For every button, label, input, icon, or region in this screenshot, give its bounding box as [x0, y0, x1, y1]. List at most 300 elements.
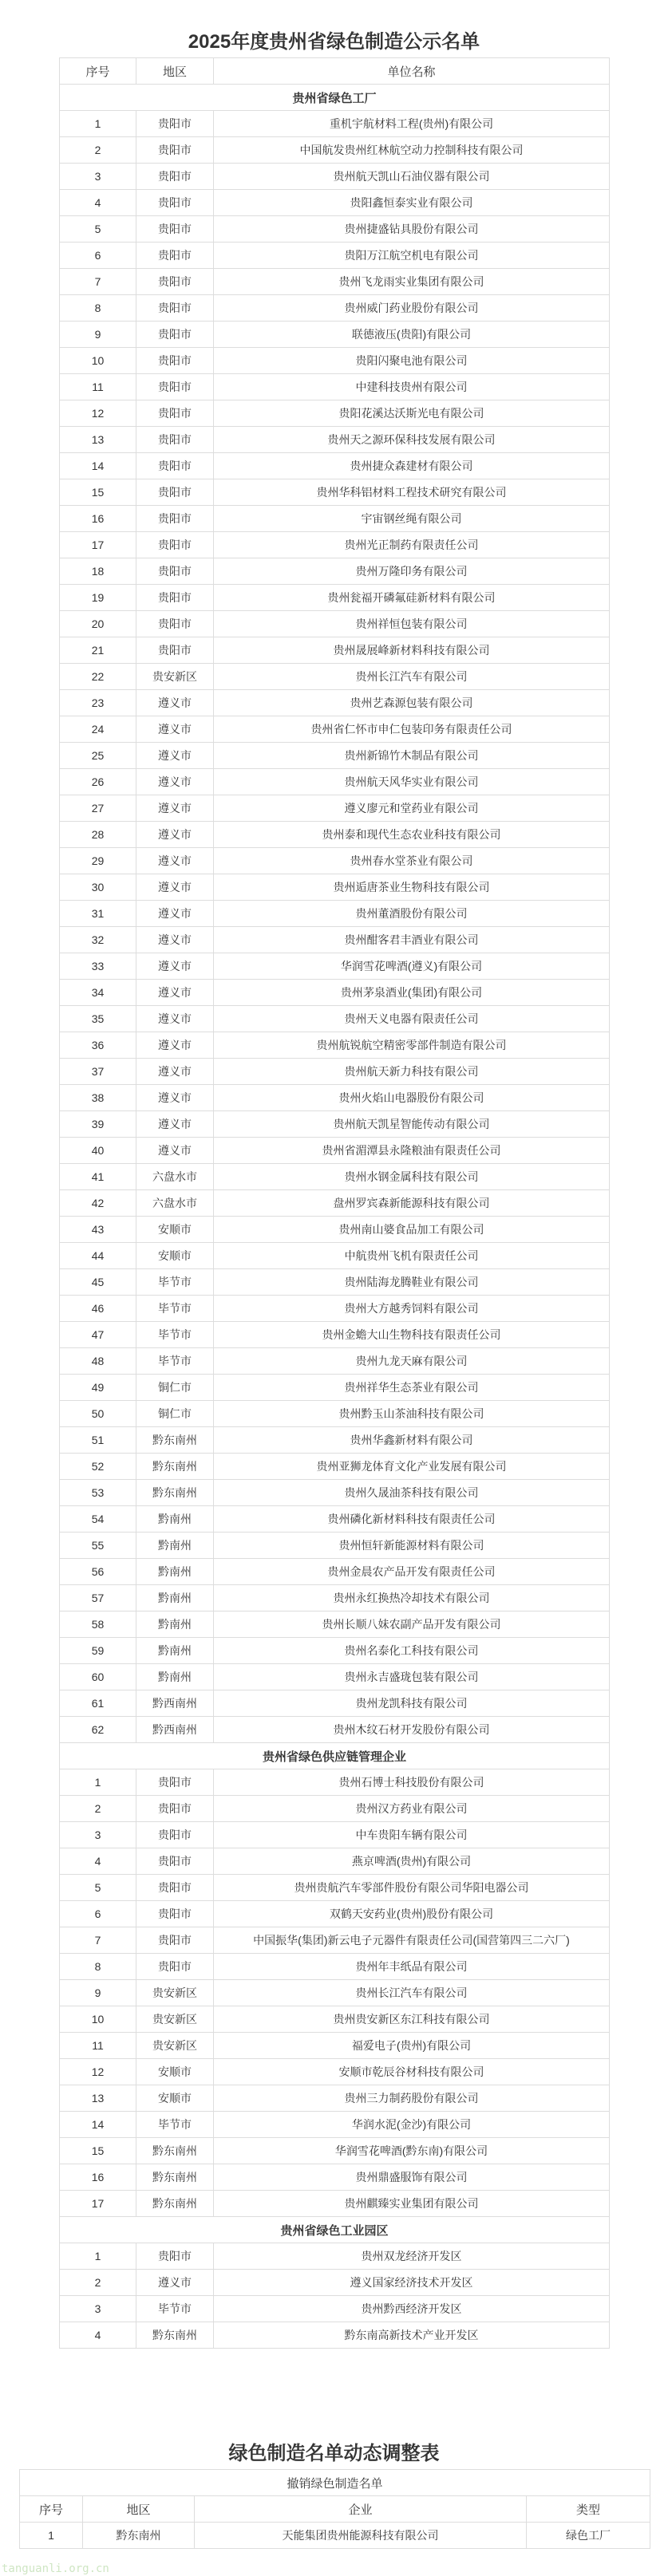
cell-region: 遵义市: [136, 743, 214, 769]
cell-seq: 16: [60, 506, 136, 532]
cell-name: 贵州金晨农产品开发有限责任公司: [214, 1559, 610, 1585]
cell-region: 黔南州: [136, 1638, 214, 1664]
table-row: [60, 822, 610, 848]
cell-region: 贵阳市: [136, 295, 214, 322]
cell-region: 贵阳市: [136, 1875, 214, 1901]
table-row: [60, 190, 610, 216]
table-row: [60, 1427, 610, 1454]
table-row: [60, 1217, 610, 1243]
cell-seq: 59: [60, 1638, 136, 1664]
cell-region: 安顺市: [136, 1243, 214, 1269]
table-row: [20, 2523, 650, 2549]
cell-seq: 7: [60, 269, 136, 295]
cell-name: 贵州晟展峰新材料科技有限公司: [214, 637, 610, 664]
cell-seq: 9: [60, 1980, 136, 2006]
table-row: [60, 1506, 610, 1533]
cell-region: 黔东南州: [136, 2191, 214, 2217]
cell-region: 黔东南州: [136, 2164, 214, 2191]
table-row: [60, 2059, 610, 2085]
cell-region: 遵义市: [136, 1138, 214, 1164]
cell-seq: 13: [60, 427, 136, 453]
cell-name: 贵州逅唐茶业生物科技有限公司: [214, 874, 610, 901]
cell-name: 贵州长顺八妹农副产品开发有限公司: [214, 1611, 610, 1638]
cell-name: 贵州龙凯科技有限公司: [214, 1690, 610, 1717]
cell-seq: 56: [60, 1559, 136, 1585]
cell-name: 安顺市乾辰谷材科技有限公司: [214, 2059, 610, 2085]
table-row: [60, 1927, 610, 1954]
table-row: [60, 2243, 610, 2270]
cell-seq: 9: [60, 322, 136, 348]
table-row: [60, 1980, 610, 2006]
cell-name: 华润雪花啤酒(黔东南)有限公司: [214, 2138, 610, 2164]
cell-region: 贵阳市: [136, 427, 214, 453]
table-row: [60, 980, 610, 1006]
cell-name: 福爱电子(贵州)有限公司: [214, 2033, 610, 2059]
table-row: [60, 1401, 610, 1427]
cell-region: 黔东南州: [136, 1454, 214, 1480]
cell-seq: 49: [60, 1375, 136, 1401]
cell-region: 黔南州: [136, 1559, 214, 1585]
cell-name: 贵州航天风华实业有限公司: [214, 769, 610, 795]
cell-name: 贵州天义电器有限责任公司: [214, 1006, 610, 1032]
cell-name: 贵阳花溪达沃斯光电有限公司: [214, 400, 610, 427]
cell-seq: 12: [60, 2059, 136, 2085]
cell-seq: 11: [60, 2033, 136, 2059]
table-row: [60, 874, 610, 901]
table-row: [60, 1059, 610, 1085]
table-row: [60, 1348, 610, 1375]
cell-name: 贵州长江汽车有限公司: [214, 1980, 610, 2006]
table-row: [60, 848, 610, 874]
cell-seq: 11: [60, 374, 136, 400]
cell-region: 贵阳市: [136, 1848, 214, 1875]
cell-seq: 10: [60, 2006, 136, 2033]
table-row: [60, 427, 610, 453]
cell-region: 黔东南州: [83, 2523, 195, 2549]
cell-region: 遵义市: [136, 848, 214, 874]
table-row: [60, 1296, 610, 1322]
cell-region: 遵义市: [136, 980, 214, 1006]
header-name: 单位名称: [214, 58, 610, 85]
cell-seq: 27: [60, 795, 136, 822]
cell-seq: 61: [60, 1690, 136, 1717]
cell-name: 联德液压(贵阳)有限公司: [214, 322, 610, 348]
cell-name: 贵州亚狮龙体育文化产业发展有限公司: [214, 1454, 610, 1480]
cell-seq: 5: [60, 216, 136, 243]
cell-seq: 17: [60, 2191, 136, 2217]
table-row: [60, 453, 610, 479]
table-row: [60, 1454, 610, 1480]
cell-region: 贵阳市: [136, 190, 214, 216]
cell-seq: 31: [60, 901, 136, 927]
table-row: [60, 2296, 610, 2322]
cell-region: 毕节市: [136, 1269, 214, 1296]
table-row: [60, 795, 610, 822]
cell-seq: 6: [60, 1901, 136, 1927]
cell-region: 黔南州: [136, 1585, 214, 1611]
cell-name: 贵州黔西经济开发区: [214, 2296, 610, 2322]
table-row: [60, 164, 610, 190]
cell-name: 贵州年丰纸品有限公司: [214, 1954, 610, 1980]
table-row: [60, 111, 610, 137]
cell-region: 贵阳市: [136, 453, 214, 479]
cell-region: 黔南州: [136, 1664, 214, 1690]
table-row: [60, 611, 610, 637]
table-row: [60, 1533, 610, 1559]
cell-region: 贵阳市: [136, 637, 214, 664]
cell-region: 遵义市: [136, 1085, 214, 1111]
cell-region: 毕节市: [136, 1348, 214, 1375]
cell-name: 重机宇航材料工程(贵州)有限公司: [214, 111, 610, 137]
cell-region: 遵义市: [136, 690, 214, 716]
cell-name: 贵州祥恒包装有限公司: [214, 611, 610, 637]
cell-region: 贵阳市: [136, 506, 214, 532]
cell-region: 贵阳市: [136, 164, 214, 190]
cell-name: 贵阳闪聚电池有限公司: [214, 348, 610, 374]
cell-seq: 62: [60, 1717, 136, 1743]
cell-region: 毕节市: [136, 1322, 214, 1348]
cell-name: 贵州贵航汽车零部件股份有限公司华阳电器公司: [214, 1875, 610, 1901]
cell-seq: 5: [60, 1875, 136, 1901]
cell-region: 贵安新区: [136, 2033, 214, 2059]
cell-name: 贵州新锦竹木制品有限公司: [214, 743, 610, 769]
cell-seq: 26: [60, 769, 136, 795]
table-row: [60, 2322, 610, 2349]
cell-region: 贵阳市: [136, 558, 214, 585]
section-title: 贵州省绿色供应链管理企业: [60, 1743, 610, 1769]
cell-name: 贵州航锐航空精密零部件制造有限公司: [214, 1032, 610, 1059]
table-row: [60, 637, 610, 664]
cell-name: 贵州木纹石材开发股份有限公司: [214, 1717, 610, 1743]
table-row: [60, 2191, 610, 2217]
page-title: 2025年度贵州省绿色制造公示名单: [188, 31, 480, 53]
cell-seq: 38: [60, 1085, 136, 1111]
cell-region: 毕节市: [136, 2296, 214, 2322]
cell-region: 贵阳市: [136, 1901, 214, 1927]
table-row: [60, 1848, 610, 1875]
cell-type: 绿色工厂: [527, 2523, 650, 2549]
table-row: [60, 1611, 610, 1638]
table-row: [60, 1006, 610, 1032]
table-row: [60, 1243, 610, 1269]
cell-region: 贵阳市: [136, 269, 214, 295]
cell-name: 贵州贵安新区东江科技有限公司: [214, 2006, 610, 2033]
cell-name: 贵州省仁怀市申仁包装印务有限责任公司: [214, 716, 610, 743]
cell-name: 遵义廖元和堂药业有限公司: [214, 795, 610, 822]
cell-seq: 50: [60, 1401, 136, 1427]
table-row: [60, 1769, 610, 1796]
header-type: 类型: [527, 2496, 650, 2523]
cell-seq: 46: [60, 1296, 136, 1322]
cell-seq: 3: [60, 2296, 136, 2322]
table-row: [60, 1690, 610, 1717]
cell-name: 贵州捷盛钻具股份有限公司: [214, 216, 610, 243]
table-row: [60, 2164, 610, 2191]
cell-region: 铜仁市: [136, 1401, 214, 1427]
table-row: [60, 374, 610, 400]
cell-region: 贵阳市: [136, 243, 214, 269]
table-row: [60, 1032, 610, 1059]
cell-seq: 29: [60, 848, 136, 874]
cell-seq: 4: [60, 190, 136, 216]
cell-region: 贵阳市: [136, 1822, 214, 1848]
cell-region: 遵义市: [136, 901, 214, 927]
cell-name: 贵州瓮福开磷氟硅新材料有限公司: [214, 585, 610, 611]
cell-seq: 4: [60, 2322, 136, 2349]
cell-name: 贵州双龙经济开发区: [214, 2243, 610, 2270]
table-row: [60, 2138, 610, 2164]
table-row: [60, 1901, 610, 1927]
cell-region: 贵安新区: [136, 1980, 214, 2006]
cell-seq: 8: [60, 295, 136, 322]
cell-name: 贵州鼎盛服饰有限公司: [214, 2164, 610, 2191]
table-row: [60, 2270, 610, 2296]
header-region: 地区: [136, 58, 214, 85]
cell-name: 贵州磷化新材料科技有限责任公司: [214, 1506, 610, 1533]
cell-seq: 42: [60, 1190, 136, 1217]
cell-seq: 30: [60, 874, 136, 901]
header-region: 地区: [83, 2496, 195, 2523]
cell-name: 贵州陆海龙腾鞋业有限公司: [214, 1269, 610, 1296]
table-row: [60, 1822, 610, 1848]
table-row: [60, 137, 610, 164]
cell-seq: 1: [60, 1769, 136, 1796]
cell-seq: 60: [60, 1664, 136, 1690]
cell-seq: 55: [60, 1533, 136, 1559]
table-row: [60, 2006, 610, 2033]
table-row: [60, 743, 610, 769]
cell-region: 贵阳市: [136, 348, 214, 374]
cell-name: 贵州董酒股份有限公司: [214, 901, 610, 927]
cell-region: 黔东南州: [136, 1427, 214, 1454]
cell-name: 贵州威门药业股份有限公司: [214, 295, 610, 322]
cell-seq: 51: [60, 1427, 136, 1454]
cell-region: 贵阳市: [136, 1796, 214, 1822]
cell-name: 贵州华科铝材料工程技术研究有限公司: [214, 479, 610, 506]
cell-region: 遵义市: [136, 953, 214, 980]
section-row: [60, 2217, 610, 2243]
cell-region: 安顺市: [136, 2059, 214, 2085]
cell-name: 贵州华鑫新材料有限公司: [214, 1427, 610, 1454]
cell-seq: 41: [60, 1164, 136, 1190]
table-row: [60, 1559, 610, 1585]
table-row: [60, 348, 610, 374]
cell-region: 贵阳市: [136, 374, 214, 400]
table-row: [60, 1164, 610, 1190]
table-row: [60, 2112, 610, 2138]
cell-name: 贵阳万江航空机电有限公司: [214, 243, 610, 269]
cell-seq: 23: [60, 690, 136, 716]
cell-name: 宇宙钢丝绳有限公司: [214, 506, 610, 532]
table-row: [60, 506, 610, 532]
cell-seq: 36: [60, 1032, 136, 1059]
cell-name: 燕京啤酒(贵州)有限公司: [214, 1848, 610, 1875]
cell-seq: 40: [60, 1138, 136, 1164]
cell-name: 贵州永吉盛珑包装有限公司: [214, 1664, 610, 1690]
cell-name: 贵州航天凯星智能传动有限公司: [214, 1111, 610, 1138]
cell-region: 贵阳市: [136, 585, 214, 611]
cell-region: 安顺市: [136, 1217, 214, 1243]
cell-seq: 21: [60, 637, 136, 664]
cell-seq: 1: [20, 2523, 83, 2549]
cell-name: 贵州南山婆食品加工有限公司: [214, 1217, 610, 1243]
section-row: [60, 85, 610, 111]
adjustment-title: 绿色制造名单动态调整表: [228, 2443, 440, 2464]
cell-name: 贵州大方越秀饲料有限公司: [214, 1296, 610, 1322]
cell-seq: 17: [60, 532, 136, 558]
section-title: 撤销绿色制造名单: [20, 2470, 650, 2496]
table-header-row: [60, 58, 610, 85]
cell-name: 贵州航天新力科技有限公司: [214, 1059, 610, 1085]
cell-region: 贵阳市: [136, 1954, 214, 1980]
table-row: [60, 1480, 610, 1506]
header-seq: 序号: [20, 2496, 83, 2523]
table-row: [60, 1717, 610, 1743]
cell-seq: 54: [60, 1506, 136, 1533]
cell-name: 贵州捷众森建材有限公司: [214, 453, 610, 479]
cell-name: 中国振华(集团)新云电子元器件有限责任公司(国营第四三二六厂): [214, 1927, 610, 1954]
cell-seq: 12: [60, 400, 136, 427]
section-title: 贵州省绿色工厂: [60, 85, 610, 111]
cell-name: 华润水泥(金沙)有限公司: [214, 2112, 610, 2138]
table-row: [60, 558, 610, 585]
cell-seq: 1: [60, 2243, 136, 2270]
cell-seq: 39: [60, 1111, 136, 1138]
cell-region: 黔西南州: [136, 1717, 214, 1743]
table-row: [60, 243, 610, 269]
cell-region: 贵安新区: [136, 664, 214, 690]
table-row: [60, 532, 610, 558]
cell-region: 贵阳市: [136, 479, 214, 506]
cell-name: 贵州麒臻实业集团有限公司: [214, 2191, 610, 2217]
table-row: [60, 1111, 610, 1138]
cell-name: 贵州万隆印务有限公司: [214, 558, 610, 585]
table-row: [60, 716, 610, 743]
cell-seq: 34: [60, 980, 136, 1006]
section-row: [20, 2470, 650, 2496]
cell-seq: 22: [60, 664, 136, 690]
cell-name: 贵州名泰化工科技有限公司: [214, 1638, 610, 1664]
cell-seq: 14: [60, 2112, 136, 2138]
cell-name: 贵州祥华生态茶业有限公司: [214, 1375, 610, 1401]
table-header-row: [20, 2496, 650, 2523]
cell-name: 中建科技贵州有限公司: [214, 374, 610, 400]
cell-seq: 52: [60, 1454, 136, 1480]
section-title: 贵州省绿色工业园区: [60, 2217, 610, 2243]
cell-seq: 6: [60, 243, 136, 269]
cell-name: 贵州金蟾大山生物科技有限责任公司: [214, 1322, 610, 1348]
cell-seq: 28: [60, 822, 136, 848]
cell-seq: 1: [60, 111, 136, 137]
cell-region: 遵义市: [136, 1111, 214, 1138]
cell-region: 贵阳市: [136, 611, 214, 637]
cell-region: 贵阳市: [136, 1769, 214, 1796]
table-row: [60, 1138, 610, 1164]
table-row: [60, 1664, 610, 1690]
cell-name: 贵州黔玉山茶油科技有限公司: [214, 1401, 610, 1427]
cell-name: 中车贵阳车辆有限公司: [214, 1822, 610, 1848]
cell-seq: 16: [60, 2164, 136, 2191]
table-row: [60, 1954, 610, 1980]
cell-seq: 57: [60, 1585, 136, 1611]
cell-seq: 2: [60, 1796, 136, 1822]
cell-name: 贵州春水堂茶业有限公司: [214, 848, 610, 874]
table-row: [60, 585, 610, 611]
cell-seq: 37: [60, 1059, 136, 1085]
cell-region: 黔东南州: [136, 2138, 214, 2164]
cell-region: 遵义市: [136, 1006, 214, 1032]
cell-region: 六盘水市: [136, 1190, 214, 1217]
cell-name: 遵义国家经济技术开发区: [214, 2270, 610, 2296]
cell-region: 遵义市: [136, 874, 214, 901]
cell-seq: 53: [60, 1480, 136, 1506]
table-row: [60, 769, 610, 795]
cell-seq: 13: [60, 2085, 136, 2112]
cell-seq: 15: [60, 479, 136, 506]
cell-seq: 19: [60, 585, 136, 611]
cell-name: 贵州泰和现代生态农业科技有限公司: [214, 822, 610, 848]
cell-region: 贵阳市: [136, 1927, 214, 1954]
cell-seq: 3: [60, 164, 136, 190]
cell-name: 贵州三力制药股份有限公司: [214, 2085, 610, 2112]
cell-name: 贵州飞龙雨实业集团有限公司: [214, 269, 610, 295]
cell-name: 贵州石博士科技股份有限公司: [214, 1769, 610, 1796]
table-row: [60, 901, 610, 927]
table-row: [60, 216, 610, 243]
table-row: [60, 1375, 610, 1401]
cell-name: 贵州光正制药有限责任公司: [214, 532, 610, 558]
table-row: [60, 1085, 610, 1111]
cell-region: 黔南州: [136, 1533, 214, 1559]
cell-region: 黔南州: [136, 1611, 214, 1638]
cell-region: 遵义市: [136, 795, 214, 822]
table-row: [60, 322, 610, 348]
cell-seq: 8: [60, 1954, 136, 1980]
cell-region: 遵义市: [136, 822, 214, 848]
table-row: [60, 479, 610, 506]
table-row: [60, 269, 610, 295]
cell-region: 遵义市: [136, 769, 214, 795]
table-row: [60, 690, 610, 716]
cell-name: 贵阳鑫恒泰实业有限公司: [214, 190, 610, 216]
cell-region: 遵义市: [136, 2270, 214, 2296]
cell-region: 贵阳市: [136, 532, 214, 558]
cell-region: 贵阳市: [136, 322, 214, 348]
cell-seq: 33: [60, 953, 136, 980]
cell-region: 贵阳市: [136, 216, 214, 243]
cell-seq: 35: [60, 1006, 136, 1032]
table-row: [60, 1190, 610, 1217]
cell-name: 华润雪花啤酒(遵义)有限公司: [214, 953, 610, 980]
cell-name: 贵州省湄潭县永隆粮油有限责任公司: [214, 1138, 610, 1164]
cell-region: 遵义市: [136, 927, 214, 953]
cell-region: 铜仁市: [136, 1375, 214, 1401]
cell-region: 安顺市: [136, 2085, 214, 2112]
cell-region: 贵阳市: [136, 137, 214, 164]
table-row: [60, 2033, 610, 2059]
cell-name: 盘州罗宾森新能源科技有限公司: [214, 1190, 610, 1217]
cell-name: 中国航发贵州红林航空动力控制科技有限公司: [214, 137, 610, 164]
cell-region: 贵安新区: [136, 2006, 214, 2033]
table-row: [60, 927, 610, 953]
header-company: 企业: [195, 2496, 527, 2523]
cell-name: 双鹤天安药业(贵州)股份有限公司: [214, 1901, 610, 1927]
cell-name: 贵州永红换热冷却技术有限公司: [214, 1585, 610, 1611]
table-row: [60, 1269, 610, 1296]
cell-seq: 32: [60, 927, 136, 953]
table-row: [60, 400, 610, 427]
cell-region: 遵义市: [136, 1032, 214, 1059]
